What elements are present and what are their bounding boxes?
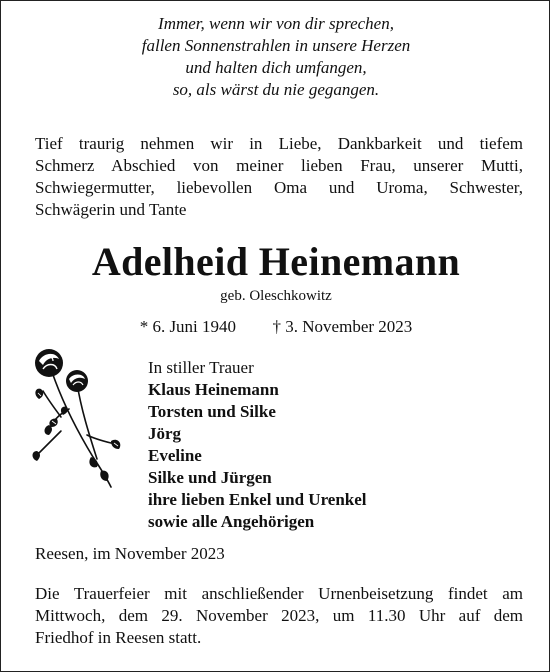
death-date: † 3. November 2023 <box>272 317 413 336</box>
poem <box>1 13 550 101</box>
poem-line: so, als wärst du nie gegangen. <box>172 80 380 99</box>
mourner-name: Eveline <box>148 446 202 465</box>
service-info <box>35 583 523 649</box>
intro-line: Tief traurig nehmen wir in Liebe, Dankbarkeit und tiefem <box>35 134 523 153</box>
mourner-name: Klaus Heinemann <box>148 380 279 399</box>
poem-line: und halten dich umfangen, <box>185 58 367 77</box>
mourner-name: Silke und Jürgen <box>148 468 272 487</box>
intro-line: Schwägerin und Tante <box>35 200 187 219</box>
mourner-name: ihre lieben Enkel und Urenkel <box>148 490 367 509</box>
mourner-name: Jörg <box>148 424 182 443</box>
service-line: Friedhof in Reesen statt. <box>35 628 202 647</box>
maiden-name: geb. Oleschkowitz <box>220 288 332 304</box>
roses-icon <box>31 339 141 489</box>
poem-line: Immer, wenn wir von dir sprechen, <box>158 14 394 33</box>
service-line: Mittwoch, dem 29. November 2023, um 11.30 Uhr auf dem <box>35 606 523 625</box>
life-dates <box>1 316 550 338</box>
intro-line: Schwiegermutter, liebevollen Oma und Uroma, Schwester, <box>35 178 523 197</box>
mourners-list <box>148 357 528 533</box>
birth-date: * 6. Juni 1940 <box>139 317 237 336</box>
service-line: Die Trauerfeier mit anschließender Urnenbeisetzung findet am <box>35 584 523 603</box>
place-and-date: Reesen, im November 2023 <box>35 544 225 563</box>
mourner-name: Torsten und Silke <box>148 402 276 421</box>
mourners-heading: In stiller Trauer <box>148 358 254 377</box>
intro-paragraph <box>35 133 523 221</box>
mourner-name: sowie alle Angehörigen <box>148 512 315 531</box>
poem-line: fallen Sonnenstrahlen in unsere Herzen <box>141 36 411 55</box>
deceased-name: Adelheid Heinemann <box>91 239 461 284</box>
intro-line: Schmerz Abschied von meiner lieben Frau, unserer Mutti, <box>35 156 523 175</box>
